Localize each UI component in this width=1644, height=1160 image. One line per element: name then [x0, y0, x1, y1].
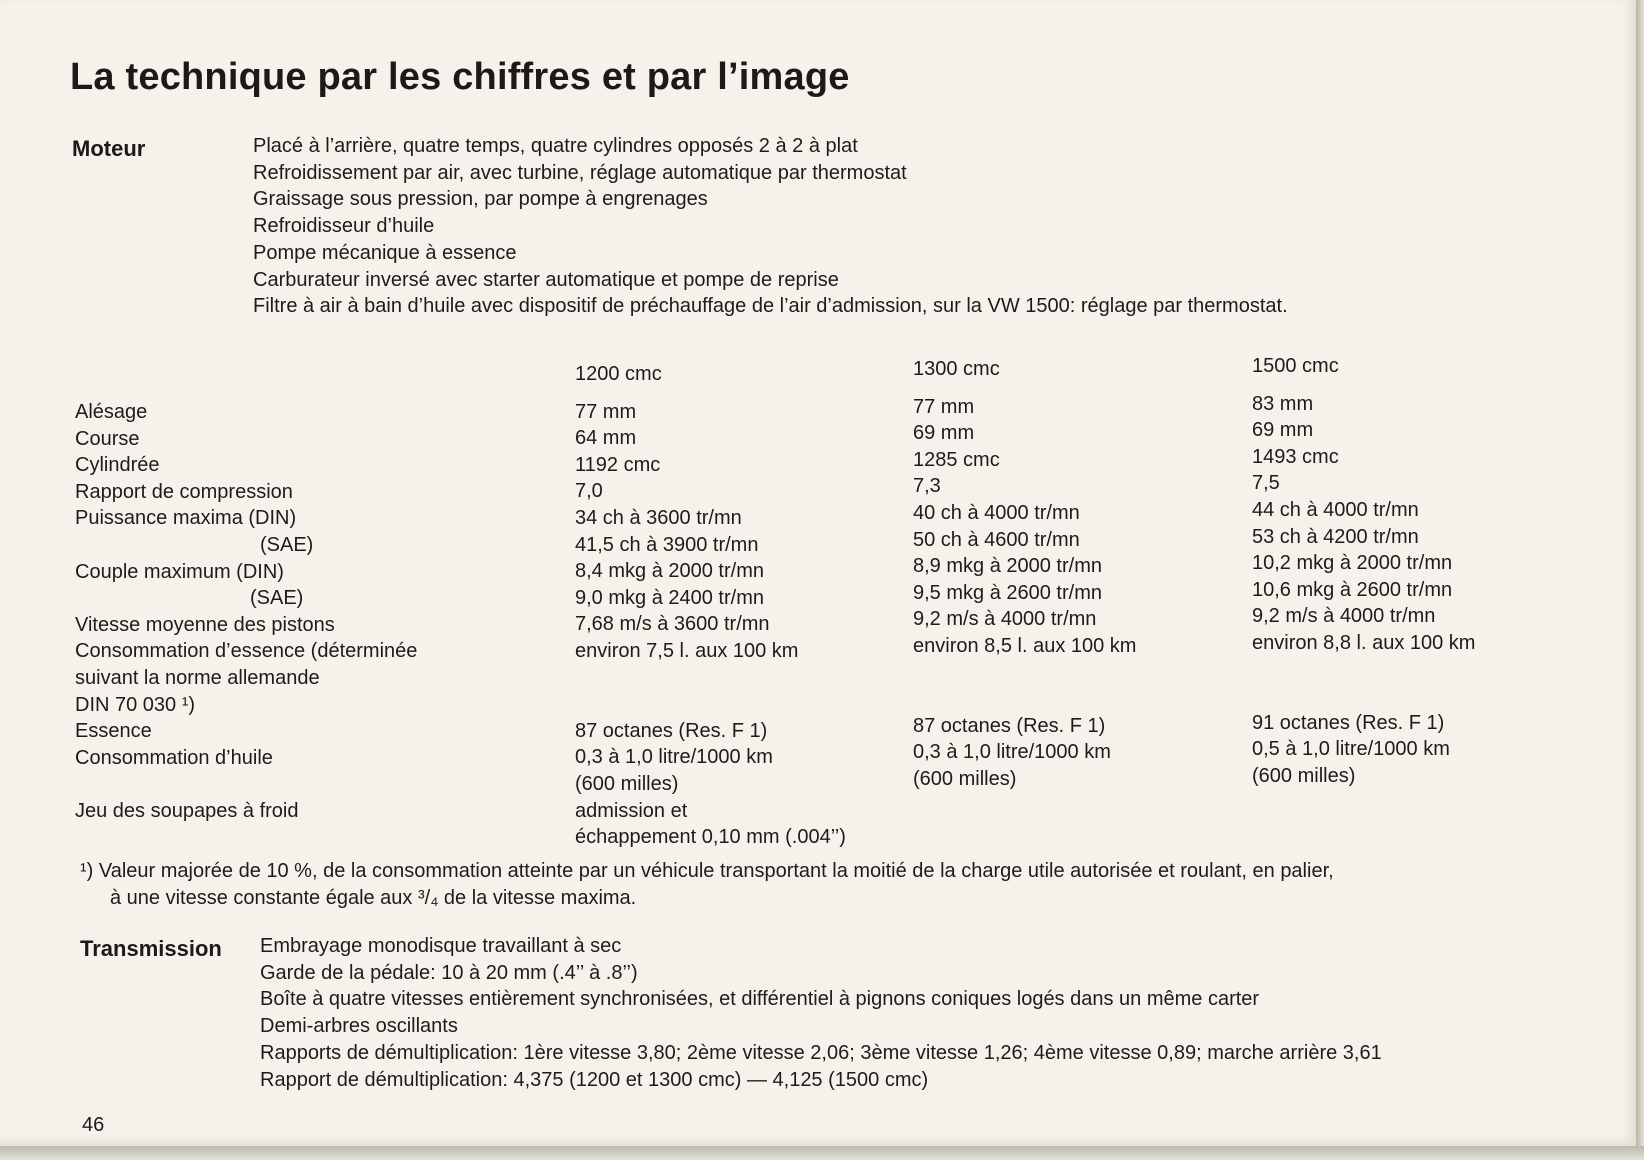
spec-value: 10,2 mkg à 2000 tr/mn	[1252, 552, 1453, 575]
spec-value: 1493 cmc	[1252, 445, 1339, 468]
spec-value: 8,4 mkg à 2000 tr/mn	[575, 560, 764, 583]
spec-value: 9,2 m/s à 4000 tr/mn	[1252, 605, 1436, 628]
spec-value: 10,6 mkg à 2600 tr/mn	[1252, 578, 1453, 601]
transmission-line: Rapport de démultiplication: 4,375 (1200 et 1300 cmc) — 4,125 (1500 cmc)	[260, 1068, 929, 1091]
spec-value: 91 octanes (Res. F 1)	[1252, 711, 1445, 734]
spec-label: Rapport de compression	[75, 480, 293, 503]
spec-value: 7,0	[575, 480, 603, 503]
spec-value: 77 mm	[913, 395, 975, 418]
moteur-line: Placé à l’arrière, quatre temps, quatre cylindres opposés 2 à 2 à plat	[253, 135, 858, 157]
spec-column-1200	[575, 361, 846, 851]
footnote-line: à une vitesse constante égale aux ³/₄ de la vitesse maxima.	[110, 887, 637, 909]
moteur-line: Refroidissement par air, avec turbine, réglage automatique par thermostat	[253, 161, 907, 184]
spec-label: Alésage	[75, 401, 148, 423]
spec-value: (600 milles)	[1252, 764, 1356, 787]
spec-value: environ 8,5 l. aux 100 km	[913, 634, 1137, 657]
spec-value: 34 ch à 3600 tr/mn	[575, 506, 742, 529]
transmission-line: Embrayage monodisque travaillant à sec	[260, 935, 622, 957]
spec-label: Course	[75, 427, 140, 450]
spec-value: 9,2 m/s à 4000 tr/mn	[913, 608, 1097, 631]
page-title: La technique par les chiffres et par l’image	[70, 56, 850, 98]
spec-value: 7,5	[1252, 472, 1280, 495]
spec-label: Couple maximum (DIN)	[75, 560, 284, 583]
spec-value: environ 8,8 l. aux 100 km	[1252, 631, 1476, 654]
column-header-1200: 1200 cmc	[575, 363, 662, 385]
spec-label: Jeu des soupapes à froid	[75, 799, 299, 822]
spec-value: 0,5 à 1,0 litre/1000 km	[1252, 738, 1450, 761]
moteur-description	[253, 133, 1288, 320]
spec-value: 1192 cmc	[575, 453, 661, 476]
spec-label: (SAE)	[260, 533, 314, 556]
spec-label: (SAE)	[250, 587, 304, 610]
spec-label: Cylindrée	[75, 454, 160, 477]
spec-value: 9,0 mkg à 2400 tr/mn	[575, 586, 764, 609]
spec-labels-column	[75, 399, 417, 825]
spec-value: échappement 0,10 mm (.004’’)	[575, 826, 846, 849]
spacer	[913, 660, 1136, 687]
page-edge-right	[1636, 0, 1644, 1160]
spec-value: 64 mm	[575, 427, 637, 450]
moteur-line: Refroidisseur d’huile	[253, 215, 435, 238]
column-header-1300: 1300 cmc	[913, 358, 1000, 380]
spec-value: (600 milles)	[575, 772, 679, 795]
transmission-description	[260, 933, 1382, 1093]
spec-label: Vitesse moyenne des pistons	[75, 613, 335, 636]
transmission-line: Rapports de démultiplication: 1ère vitesse 3,80; 2ème vitesse 2,06; 3ème vitesse 1,26; 4ème vitesse 0,89; marche arrière 3,61	[260, 1041, 1382, 1064]
section-label-transmission: Transmission	[80, 936, 222, 961]
spec-value: 9,5 mkg à 2600 tr/mn	[913, 581, 1102, 604]
spacer	[75, 771, 417, 798]
transmission-line: Garde de la pédale: 10 à 20 mm (.4’’ à .8’’)	[260, 961, 638, 984]
spec-value: 69 mm	[1252, 419, 1314, 442]
spec-value: 50 ch à 4600 tr/mn	[913, 528, 1080, 551]
footnote	[80, 858, 1600, 912]
transmission-line: Boîte à quatre vitesses entièrement synchronisées, et différentiel à pignons coniques logés dans un même carter	[260, 988, 1260, 1011]
moteur-line: Carburateur inversé avec starter automatique et pompe de reprise	[253, 268, 839, 291]
spec-value: 77 mm	[575, 400, 637, 423]
moteur-line: Filtre à air à bain d’huile avec dispositif de préchauffage de l’air d’admission, sur la VW 1500: réglage par thermostat.	[253, 295, 1288, 318]
moteur-line: Pompe mécanique à essence	[253, 241, 517, 264]
spec-value: 69 mm	[913, 422, 975, 445]
spec-column-1300	[913, 356, 1136, 793]
spec-value: (600 milles)	[913, 767, 1017, 790]
spacer	[1252, 683, 1475, 710]
spec-value: 0,3 à 1,0 litre/1000 km	[913, 741, 1111, 764]
spec-label: Consommation d’huile	[75, 746, 273, 769]
page-number: 46	[82, 1114, 105, 1136]
spec-value: 87 octanes (Res. F 1)	[913, 714, 1106, 737]
spec-value: 83 mm	[1252, 392, 1314, 415]
spec-value: 0,3 à 1,0 litre/1000 km	[575, 746, 773, 769]
section-label-moteur: Moteur	[72, 136, 146, 161]
spec-value: 7,3	[913, 475, 941, 498]
spec-value: 40 ch à 4000 tr/mn	[913, 501, 1080, 524]
spec-value: 41,5 ch à 3900 tr/mn	[575, 533, 759, 556]
spec-value: 1285 cmc	[913, 448, 1000, 471]
spec-value: admission et	[575, 799, 688, 822]
column-header-1500: 1500 cmc	[1252, 355, 1339, 377]
spec-value: environ 7,5 l. aux 100 km	[575, 639, 799, 662]
spec-label: suivant la norme allemande	[75, 666, 320, 689]
spec-value: 44 ch à 4000 tr/mn	[1252, 498, 1419, 521]
spec-value: 7,68 m/s à 3600 tr/mn	[575, 613, 770, 636]
spec-column-1500	[1252, 353, 1475, 790]
page-edge-bottom	[0, 1146, 1644, 1160]
footnote-line: ¹) Valeur majorée de 10 %, de la consommation atteinte par un véhicule transportant la moitié de la charge utile autorisée et roulant, en palier,	[80, 860, 1334, 882]
spacer	[575, 691, 846, 718]
transmission-line: Demi-arbres oscillants	[260, 1015, 458, 1038]
spec-value: 87 octanes (Res. F 1)	[575, 719, 768, 742]
spec-value: 8,9 mkg à 2000 tr/mn	[913, 555, 1102, 578]
spacer	[575, 665, 846, 692]
spacer	[1252, 657, 1475, 684]
spec-label: Essence	[75, 720, 152, 743]
spacer	[913, 686, 1136, 713]
spec-label: DIN 70 030 ¹)	[75, 693, 196, 716]
spec-label: Consommation d’essence (déterminée	[75, 640, 418, 663]
moteur-line: Graissage sous pression, par pompe à engrenages	[253, 188, 708, 211]
spec-value: 53 ch à 4200 tr/mn	[1252, 525, 1419, 548]
spec-label: Puissance maxima (DIN)	[75, 507, 297, 530]
